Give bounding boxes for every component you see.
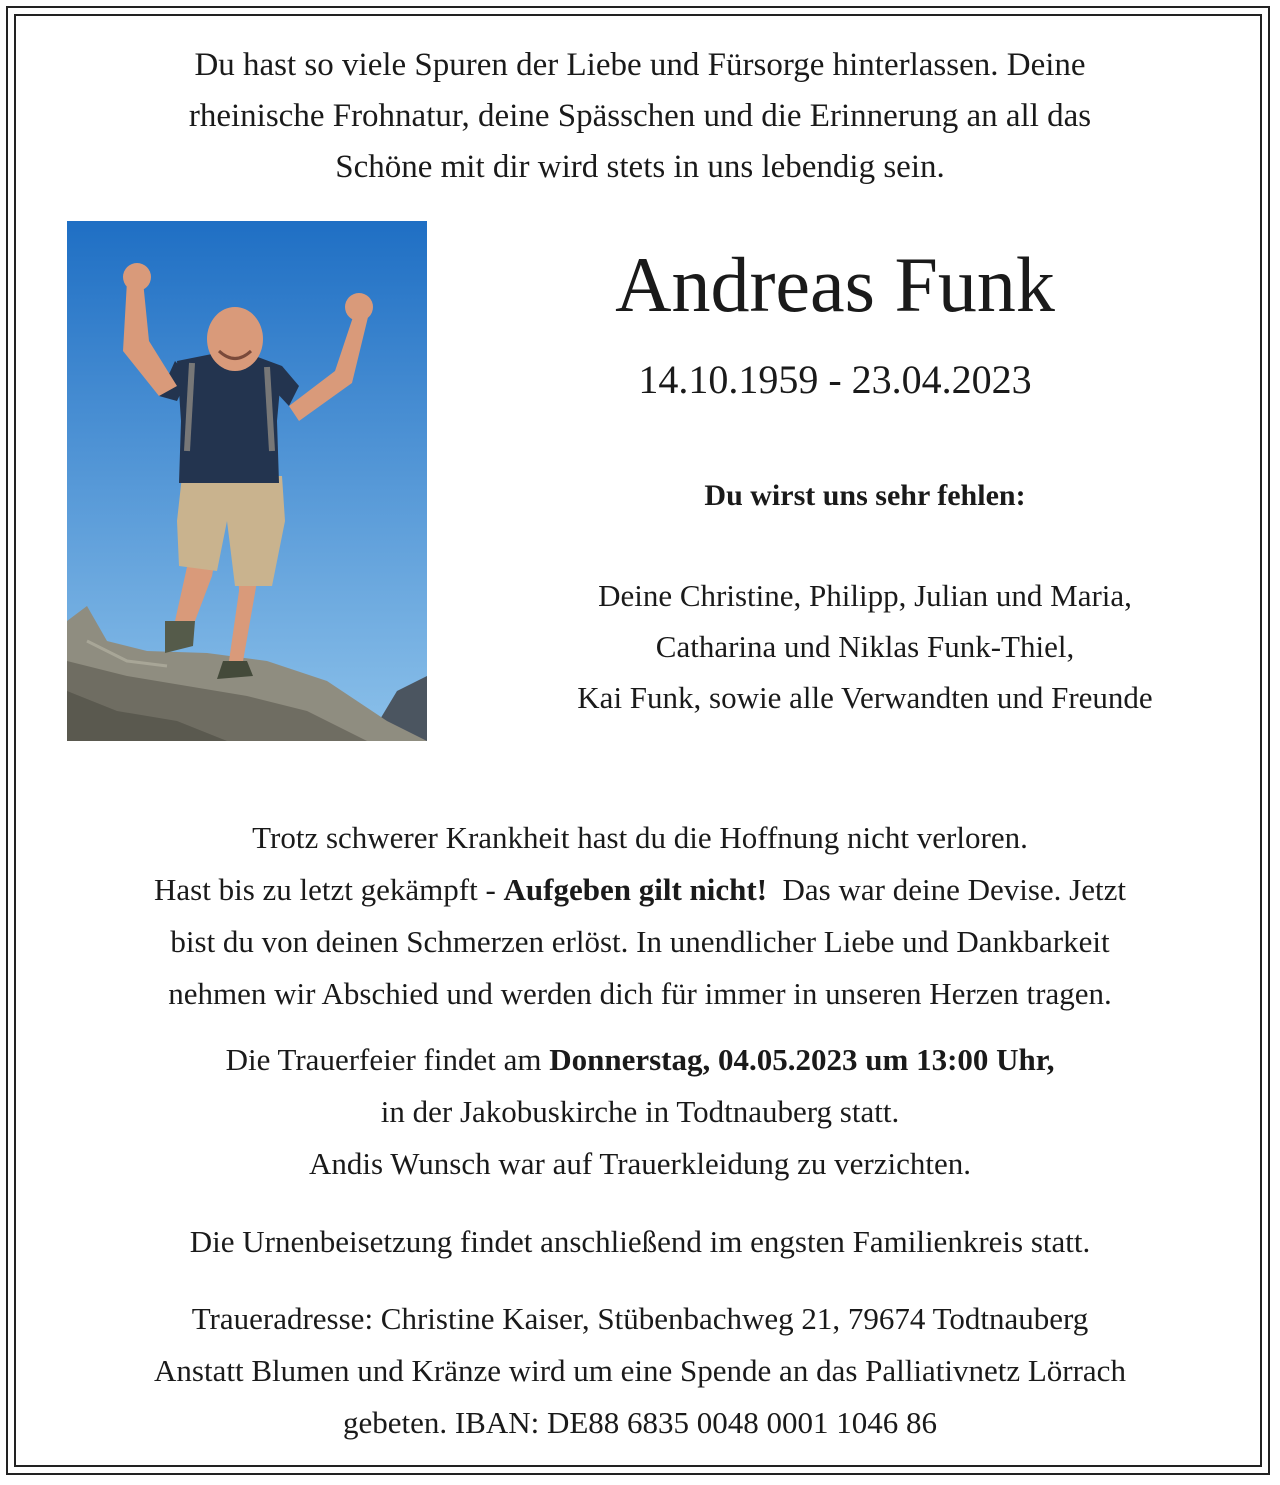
ceremony-datetime: Donnerstag, 04.05.2023 um 13:00 Uhr, xyxy=(549,1042,1055,1077)
motto: Aufgeben gilt nicht! xyxy=(503,872,768,907)
tribute-line: Trotz schwerer Krankheit hast du die Hoffnung nicht verloren. xyxy=(252,820,1028,855)
mourners-line: Deine Christine, Philipp, Julian und Maria, xyxy=(598,578,1132,613)
mourners-heading: Du wirst uns sehr fehlen: xyxy=(704,479,1026,512)
mourners-line: Kai Funk, sowie alle Verwandten und Freunde xyxy=(577,680,1153,715)
life-dates: 14.10.1959 - 23.04.2023 xyxy=(638,357,1032,402)
intro-verse xyxy=(60,40,1220,193)
mourners-line: Catharina und Niklas Funk-Thiel, xyxy=(655,629,1075,664)
ceremony-line xyxy=(40,1034,1240,1086)
intro-line: Du hast so viele Spuren der Liebe und Fürsorge hinterlassen. Deine xyxy=(194,47,1086,83)
address-info xyxy=(40,1293,1240,1449)
burial-info xyxy=(40,1216,1240,1268)
tribute-text-part: Hast bis zu letzt gekämpft - xyxy=(154,872,504,907)
address-line: Traueradresse: Christine Kaiser, Stübenbachweg 21, 79674 Todtnauberg xyxy=(191,1301,1089,1336)
donation-line: Anstatt Blumen und Kränze wird um eine Spende an das Palliativnetz Lörrach xyxy=(154,1353,1126,1388)
tribute-line: nehmen wir Abschied und werden dich für immer in unseren Herzen tragen. xyxy=(168,976,1112,1011)
ceremony-line: Andis Wunsch war auf Trauerkleidung zu verzichten. xyxy=(309,1146,971,1181)
burial-line: Die Urnenbeisetzung findet anschließend im engsten Familienkreis statt. xyxy=(189,1224,1091,1259)
deceased-name: Andreas Funk xyxy=(615,241,1055,328)
tribute-text-part: Das war deine Devise. Jetzt xyxy=(767,872,1126,907)
intro-line: rheinische Frohnatur, deine Spässchen und die Erinnerung an all das xyxy=(188,98,1092,134)
ceremony-info xyxy=(40,1034,1240,1190)
ceremony-line: in der Jakobuskirche in Todtnauberg statt. xyxy=(380,1094,900,1129)
tribute-text xyxy=(40,812,1240,1020)
tribute-line: bist du von deinen Schmerzen erlöst. In unendlicher Liebe und Dankbarkeit xyxy=(170,924,1110,959)
intro-line: Schöne mit dir wird stets in uns lebendig sein. xyxy=(335,149,945,185)
portrait-photo xyxy=(67,221,427,741)
ceremony-text-part: Die Trauerfeier findet am xyxy=(225,1042,550,1077)
mourners-list xyxy=(450,570,1280,723)
iban-line: gebeten. IBAN: DE88 6835 0048 0001 1046 86 xyxy=(342,1405,938,1440)
tribute-line xyxy=(40,864,1240,916)
